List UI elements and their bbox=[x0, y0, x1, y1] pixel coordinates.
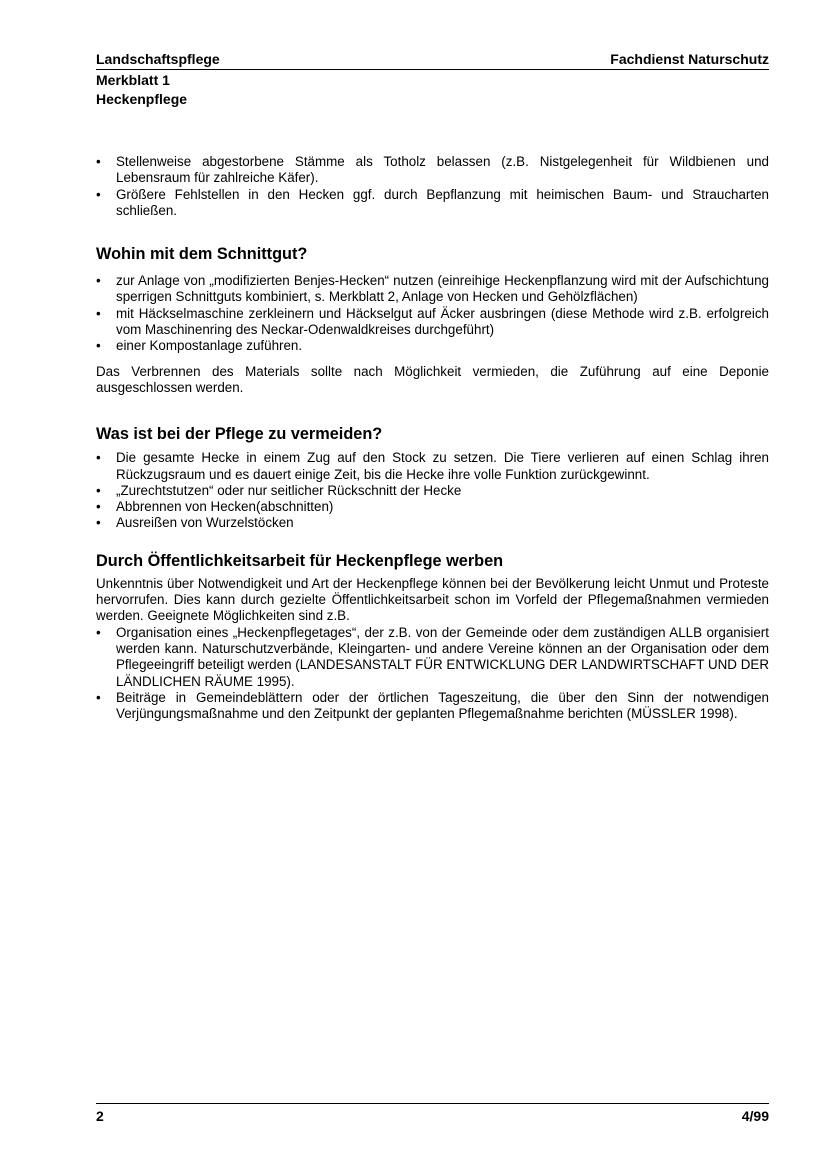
list-item: • Größere Fehlstellen in den Hecken ggf. durch Bepflanzung mit heimischen Baum- und Straucharten schließen. bbox=[96, 187, 769, 220]
list-item: • Beiträge in Gemeindeblättern oder der örtlichen Tageszeitung, die über den Sinn der notwendigen Verjüngungsmaßnahme und den Zeitpunkt der geplanten Pflegemaßnahme berichten (MÜSSLER 1998). bbox=[96, 690, 769, 723]
page-header bbox=[96, 51, 769, 70]
list-item: • mit Häckselmaschine zerkleinern und Häckselgut auf Äcker ausbringen (diese Methode wird z.B. erfolgreich vom Maschinenring des Neckar-Odenwaldkreises durchgeführt) bbox=[96, 306, 769, 339]
list-item: • Organisation eines „Heckenpflegetages“, der z.B. von der Gemeinde oder dem zuständigen ALLB organisiert werden kann. Naturschutzverbände, Kleingarten- und andere Vereine können an der Organisation oder dem Pflegeeingriff beteiligt werden (LANDESANSTALT FÜR ENTWICKLUNG DER LANDWIRTSCHAFT UND DER LÄNDLICHEN RÄUME 1995). bbox=[96, 625, 769, 690]
list-item: • Die gesamte Hecke in einem Zug auf den Stock zu setzen. Die Tiere verlieren auf einen Schlag ihren Rückzugsraum und es dauert einige Zeit, bis die Hecke ihre volle Funktion zurückgewinnt. bbox=[96, 450, 769, 483]
header-merkblatt: Merkblatt 1 bbox=[96, 72, 170, 88]
header-title-left: Landschaftspflege bbox=[96, 51, 220, 67]
header-topic: Heckenpflege bbox=[96, 91, 188, 107]
heading-oeffentlichkeitsarbeit: Durch Öffentlichkeitsarbeit für Heckenpflege werben bbox=[96, 551, 504, 570]
page-number: 2 bbox=[96, 1108, 104, 1124]
list-item: • einer Kompostanlage zuführen. bbox=[96, 338, 769, 354]
header-title-right: Fachdienst Naturschutz bbox=[610, 51, 769, 67]
heading-schnittgut: Wohin mit dem Schnittgut? bbox=[96, 245, 308, 264]
list-item: • Stellenweise abgestorbene Stämme als Totholz belassen (z.B. Nistgelegenheit für Wildbienen und Lebensraum für zahlreiche Käfer). bbox=[96, 154, 769, 187]
schnittgut-bullet-list bbox=[96, 273, 769, 354]
list-item: • Ausreißen von Wurzelstöcken bbox=[96, 515, 769, 531]
page-footer bbox=[96, 1103, 769, 1124]
oeffentlichkeit-bullet-list bbox=[96, 625, 769, 723]
list-item: • zur Anlage von „modifizierten Benjes-Hecken“ nutzen (einreihige Heckenpflanzung wird mit der Aufschichtung sperrigen Schnittguts kombiniert, s. Merkblatt 2, Anlage von Hecken und Gehölzflächen) bbox=[96, 273, 769, 306]
header-subtitle bbox=[96, 71, 187, 109]
intro-bullet-list bbox=[96, 154, 769, 219]
schnittgut-paragraph: Das Verbrennen des Materials sollte nach Möglichkeit vermieden, die Zuführung auf eine Deponie ausgeschlossen werden. bbox=[96, 363, 769, 395]
main-content bbox=[96, 154, 769, 722]
oeffentlichkeit-paragraph: Unkenntnis über Notwendigkeit und Art der Heckenpflege können bei der Bevölkerung leicht Unmut und Proteste hervorrufen. Dies kann durch gezielte Öffentlichkeitsarbeit schon im Vorfeld der Pflegemaßnahmen vermieden werden. Geeignete Möglichkeiten sind z.B. bbox=[96, 575, 769, 624]
list-item: • Abbrennen von Hecken(abschnitten) bbox=[96, 499, 769, 515]
vermeiden-bullet-list bbox=[96, 450, 769, 531]
heading-vermeiden: Was ist bei der Pflege zu vermeiden? bbox=[96, 425, 383, 444]
issue-date: 4/99 bbox=[741, 1108, 769, 1124]
list-item: • „Zurechtstutzen“ oder nur seitlicher Rückschnitt der Hecke bbox=[96, 483, 769, 499]
